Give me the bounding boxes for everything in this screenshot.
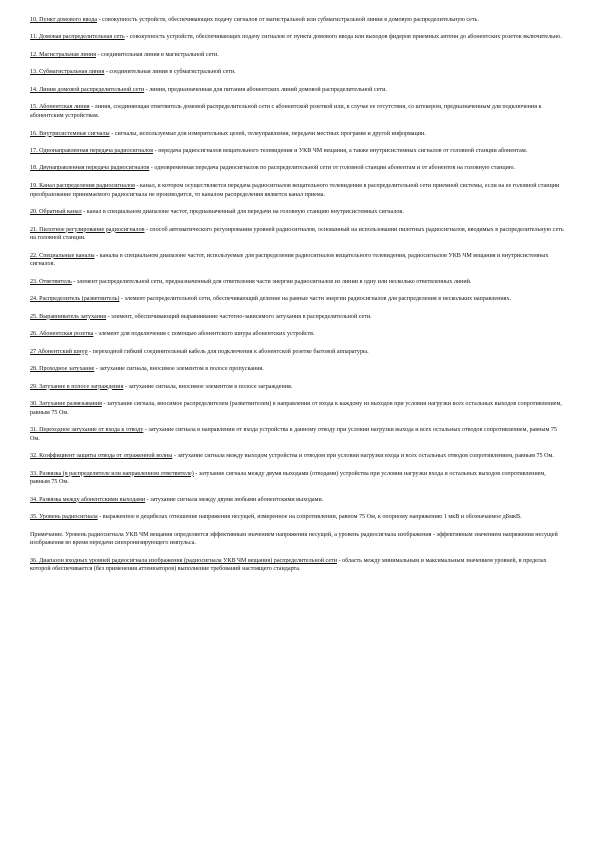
term: 13. Субмагистральная линия: [30, 69, 105, 76]
definition-30: [30, 400, 565, 417]
definition-text: - выраженное в децибелах отношение напряжения несущей, измеренное на сопротивлении, равном 75 Ом, к опорному напряжению 1 мкВ и обозначаемое дБмкВ.: [97, 514, 522, 521]
term: 29. Затухание в полосе заграждения: [30, 383, 124, 390]
definition-23: [30, 278, 565, 287]
term: 19. Канал распределения радиосигналов: [30, 182, 135, 189]
term: 31. Переходное затухание от входа к отводу: [30, 427, 144, 434]
definition-text: - элемент распределительной сети, предназначенный для ответвления части энергии радиосигналов из линии в одну или несколько ответвленных линий.: [71, 278, 472, 285]
definition-text: - затухание сигнала между двумя любыми абонентскими выходами.: [145, 496, 324, 503]
definition-text: - затухание сигнала, вносимое элементом в полосе заграждения.: [123, 383, 293, 390]
term: 30. Затухание развязывания: [30, 401, 102, 408]
definition-text: - совокупность устройств, обеспечивающих подачу сигналов от магистральной или субмагистральной линии в домовую распределительную сеть.: [97, 17, 479, 23]
term: 23. Ответвитель: [30, 278, 72, 285]
definition-17: [30, 147, 565, 156]
definition-text: - линия, предназначенная для питания абонентских линий домовой распределительной сети.: [144, 86, 387, 93]
definition-text: - соединительная линия в магистральной сети.: [96, 51, 219, 58]
definition-text: - переходной гибкий соединительный кабель для подключения к абонентской розетке бытовой аппаратуры.: [87, 348, 369, 355]
definition-36: [30, 557, 565, 574]
term: 21. Пилотное регулирование радиосигналов: [30, 226, 145, 233]
term: 27 Абонентский шнур: [30, 348, 88, 355]
definition-12: [30, 51, 565, 60]
definition-24: [30, 295, 565, 304]
term: 16. Внутрисистемные сигналы: [30, 130, 110, 137]
definition-text: - способ автоматического регулирования уровней радиосигналов, основанный на использовании пилотных радиосигналов, вводимых в распределительную сеть на головной станции.: [30, 226, 564, 242]
definition-32: [30, 452, 565, 461]
definition-27: [30, 348, 565, 357]
definition-35: [30, 513, 565, 522]
definition-22: [30, 252, 565, 269]
definition-text: - затухание сигнала между двумя выходами (отводами) устройства при условии нагрузки входа и остальных выходов сопротивлением, равным 75 Ом.: [30, 470, 546, 486]
definition-text: - каналы в специальном диапазоне частот, используемые для распределения радиосигналов вещательного телевидения, радиосигналов УКВ ЧМ вещания и внутрисистемных сигналов.: [30, 252, 549, 268]
definition-text: - передача радиосигналов вещательного телевидения и УКВ ЧМ вещания, а также внутрисистемных сигналов от головной станции абонентам.: [153, 147, 528, 154]
term: 18. Двунаправленная передача радиосигналов: [30, 165, 150, 172]
term: 25. Выравниватель затухания: [30, 313, 107, 320]
term: 22. Специальные каналы: [30, 252, 95, 259]
term: 24. Распределитель (разветвитель): [30, 296, 120, 303]
definition-33: [30, 470, 565, 487]
definition-18: [30, 164, 565, 173]
definition-text: - область между минимальным и максимальным значением уровней, в пределах которой обеспечивается (без применения аттенюаторов) выполнение требований настоящего стандарта.: [30, 557, 547, 573]
note-text: Примечание. Уровень радиосигнала УКВ ЧМ вещания определяется эффективным значением напряжения несущей, а уровень радиосигнала изображения - эффективным значением напряжения несущей изображения во время передачи синхронизирующего импульса.: [30, 531, 558, 547]
term: 32. Коэффициент защиты отвода от отраженной волны: [30, 453, 173, 460]
document-page: [30, 16, 565, 583]
definition-10: [30, 16, 565, 25]
term: 14. Линия домовой распределительной сети: [30, 86, 145, 93]
term: 33. Развязка (в распределителе или направленном ответвителе): [30, 470, 194, 477]
term: 17. Однонаправленная передача радиосигналов: [30, 147, 154, 154]
term: 35. Уровень радиосигнала: [30, 514, 98, 521]
definition-text: - линия, соединяющая ответвитель домовой распределительной сети с абонентской розеткой или, в случае ее отсутствия, со штекером, предназначенным для подключения к абонентским устройствам.: [30, 104, 542, 120]
definition-text: - затухание сигнала, вносимое элементом в полосе пропускания.: [94, 366, 264, 373]
term: 20. Обратный канал: [30, 209, 82, 216]
term: 10. Пункт домового ввода: [30, 17, 98, 23]
term: 26. Абонентская розетка: [30, 331, 94, 338]
definition-text: - канал в специальном диапазоне частот, предназначенный для передачи на головную станцию внутрисистемных сигналов.: [81, 209, 404, 216]
definition-13: [30, 68, 565, 77]
definition-28: [30, 365, 565, 374]
definition-21: [30, 226, 565, 243]
definition-20: [30, 208, 565, 217]
definition-text: - затухание сигнала в направлении от входа устройства к данному отводу при условии нагрузки выхода и всех остальных отводов сопротивлением, равным 75 Ом.: [30, 427, 557, 442]
term: 12. Магистральная линия: [30, 51, 97, 58]
definition-11: [30, 33, 565, 42]
definition-text: - канал, в котором осуществляется передача радиосигналов вещательного телевидения в распределительной сети приемной системы, если на ее головной станции преобразование принимаемого радиосигнала не производится, то каналом распределения является канал приема.: [30, 182, 560, 198]
definition-34: [30, 496, 565, 505]
definition-26: [30, 330, 565, 339]
definition-29: [30, 383, 565, 392]
term: 34. Развязка между абонентскими выходами: [30, 496, 146, 503]
definition-text: - затухание сигнала, вносимое распределителем (разветвителем) в направлении от входа к каждому из выходов при условии нагрузки всех остальных выходов сопротивлением, равным 75 Ом.: [30, 401, 562, 416]
term: 15. Абонентская линия: [30, 104, 90, 111]
definition-31: [30, 426, 565, 443]
term: 11. Домовая распределительная сеть: [30, 34, 125, 41]
definition-text: - элемент распределительной сети, обеспечивающий деление на равные части энергии радиосигналов для распределения в нескольких направлениях.: [119, 296, 512, 303]
definition-19: [30, 182, 565, 199]
definition-14: [30, 86, 565, 95]
definition-text: - элемент для подключения с помощью абонентского шнура абонентских устройств.: [93, 331, 315, 338]
definition-25: [30, 313, 565, 322]
term: 36. Диапазон входных уровней радиосигнала изображения (радиосигнала УКВ ЧМ вещания) распределительной сети: [30, 557, 337, 564]
definition-text: - сигналы, используемые для измерительных целей, телеуправления, передачи местных программ и другой информации.: [109, 130, 426, 137]
definition-text: - элемент, обеспечивающий выравнивание частотно-зависимого затухания в распределительной сети.: [106, 313, 372, 320]
term: 28. Проходное затухание: [30, 366, 95, 373]
definition-text: - затухание сигнала между выходом устройства и отводом при условии нагрузки входа и всех остальных отводов сопротивлением, равным 75 Ом.: [172, 453, 554, 460]
definition-16: [30, 130, 565, 139]
definition-text: - совокупность устройств, обеспечивающих подачу сигналов от пункта домового ввода или выходов фидеров приемных антенн до абонентских розеток включительно.: [124, 34, 562, 41]
definition-text: - одновременная передача радиосигналов по распределительной сети от головной станции абонентам и от абонентов на головную станцию.: [149, 165, 516, 172]
definition-text: - соединительная линия в субмагистральной сети.: [104, 69, 236, 76]
definition-15: [30, 103, 565, 120]
note-paragraph: [30, 531, 565, 548]
